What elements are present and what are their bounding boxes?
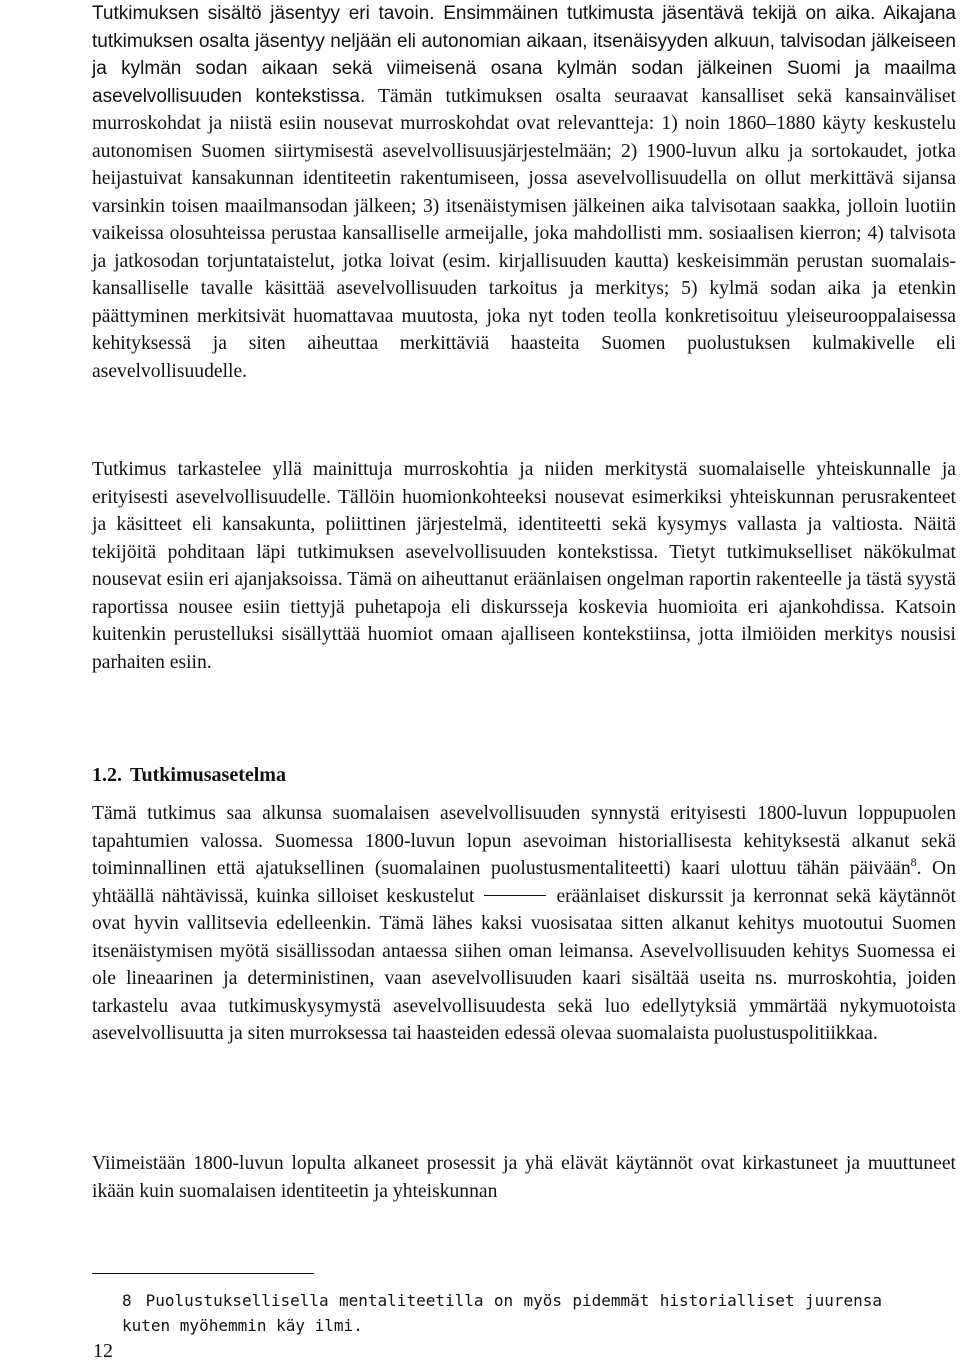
footnote	[122, 1288, 882, 1338]
paragraph-turning-points: Tutkimus tarkastelee yllä mainittuja murroskohtia ja niiden merkitystä suomalaiselle yhteiskunnalle ja erityisesti asevelvollisuudelle. Tällöin huomionkohteeksi nousevat esimerkiksi yhteiskunnan perusrakenteet ja käsitteet eli kansakunta, poliittinen järjestelmä, identiteetti sekä kysymys vallasta ja valtiosta. Näitä tekijöitä pohditaan läpi tutkimuksen asevelvollisuuden kontekstissa. Tietyt tutkimukselliset näkökulmat nousevat esiin eri ajanjaksoissa. Tämä on aiheuttanut eräänlaisen ongelman raportin rakenteelle ja tästä syystä raportissa nousee esiin tiettyjä puhetapoja eli diskursseja koskevia huomioita eri ajankohdissa. Katsoin kuitenkin perustelluksi sisällyttää huomiot omaan ajalliseen kontekstiinsa, jotta ilmiöiden merkitys nousisi parhaiten esiin.	[92, 459, 956, 673]
paragraph-setting	[92, 800, 956, 1048]
paragraph-intro	[92, 0, 956, 385]
footnote-text: Puolustuksellisella mentaliteetilla on myös pidemmät historialliset juurensa kuten myöhemmin käy ilmi.	[122, 1291, 882, 1335]
section-title: Tutkimusasetelma	[130, 764, 286, 786]
paragraph-setting-part-c: eräänlaiset diskurssit ja kerronnat sekä käytännöt ovat hyvin vallitsevia edelleenkin. Tämä lähes kaksi vuosisataa sitten alkanut kehitys muotoutui Suomen itsenäistymisen myötä sisällissodan antaessa siihen oman leimansa. Asevelvollisuuden kehitys Suomessa ei ole lineaarinen ja deterministinen, vaan asevelvollisuuden kaari sisältää useita ns. murroskohtia, joiden tarkastelu avaa tutkimuskysymystä asevelvollisuudesta sekä luo edellytyksiä ymmärtää nykymuotoista asevelvollisuutta ja siten murroksessa tai haasteiden edessä olevaa suomalaista puolustuspolitiikkaa.	[92, 885, 956, 1044]
footnote-number: 8	[122, 1291, 132, 1310]
section-heading	[92, 761, 286, 789]
em-dash-rule	[484, 895, 546, 896]
paragraph-intro-sans-part: Tutkimuksen sisältö jäsentyy eri tavoin. Ensimmäinen tutkimusta jäsentävä tekijä on aika. Aikajana tutkimuksen osalta jäsentyy neljään eli autonomian aikaan, itsenäisyyden alkuun, talvisodan jälkeiseen ja kylmän sodan aikaan sekä viimeisenä osana kylmän sodan jälkeinen Suomi ja maailma asevelvollisuuden kontekstissa.	[92, 3, 956, 107]
paragraph-intro-serif-part: Tämän tutkimuksen osalta seuraavat kansalliset sekä kansainväliset murroskohdat ja niistä esiin nousevat murroskohdat ovat relevantteja: 1) noin 1860–1880 käyty keskustelu autonomisen Suomen siirtymisestä asevelvollisuusjärjestelmään; 2) 1900-luvun alku ja sortokaudet, jotka heijastuivat kansakunnan identiteetin rakentumiseen, jossa asevelvollisuudella on ollut merkittävä sijansa varsinkin toisen maailmansodan jälkeen; 3) itsenäistymisen jälkeinen aika talvisotaan saakka, jolloin luotiin vaikeissa olosuhteissa perustaa kansalliselle armeijalle, joka mahdollisti mm. sosiaalisen kierron; 4) talvisota ja jatkosodan torjuntataistelut, jotka loivat (esim. kirjallisuuden kautta) keskeisimmän perustan suomalais-kansalliselle tavalle käsittää asevelvollisuuden tarkoitus ja merkitys; 5) kylmä sodan aika ja etenkin päättyminen merkitsivät huomattavaa muutosta, joka nyt toden teolla konkretisoituu yleiseurooppalaisessa kehityksessä ja siten aiheuttaa merkittäviä haasteita Suomen puolustuksen kulmakivelle eli asevelvollisuudelle.	[92, 85, 956, 382]
page-number: 12	[93, 1340, 113, 1362]
paragraph-setting-part-a: Tämä tutkimus saa alkunsa suomalaisen asevelvollisuuden synnystä erityisesti 1800-luvun loppupuolen tapahtumien valossa. Suomessa 1800-luvun lopun asevoiman historiallisesta kehityksestä alkanut sekä toiminnallinen että ajatuksellinen (suomalainen puolustusmentaliteetti) kaari ulottuu tähän päivään	[92, 803, 956, 879]
section-number: 1.2.	[92, 764, 122, 786]
paragraph-continuation: Viimeistään 1800-luvun lopulta alkaneet prosessit ja yhä elävät käytännöt ovat kirkastuneet ja muuttuneet ikään kuin suomalaisen identiteetin ja yhteiskunnan	[92, 1153, 956, 1202]
footnote-separator	[92, 1273, 314, 1274]
footnote-reference[interactable]: 8	[910, 855, 917, 869]
paragraph-setting-part-b: . On yhtäällä nähtävissä, kuinka silloiset keskustelut	[92, 858, 956, 907]
